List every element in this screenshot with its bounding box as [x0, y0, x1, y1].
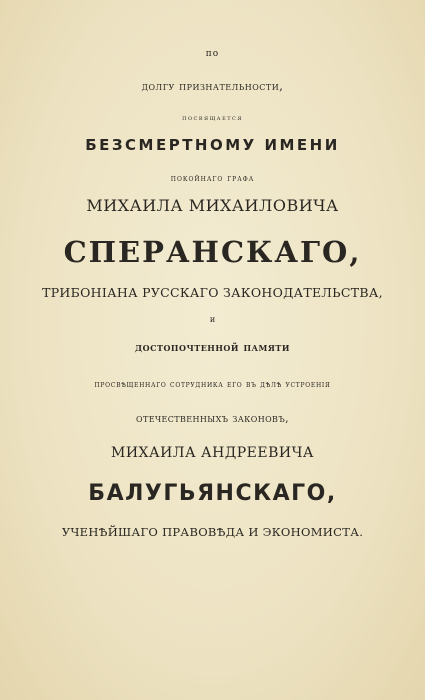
dedication-line-po: по	[205, 49, 220, 59]
dedication-line-speransky-surname: СПЕРАНСКАГО,	[63, 235, 362, 269]
dedication-line-balugyansky-forename: МИХАИЛА АНДРЕЕВИЧА	[110, 445, 315, 461]
dedication-line-balugyansky-surname: БАЛУГЬЯНСКАГО,	[88, 481, 337, 506]
dedication-line-speransky-forename: МИХАИЛА МИХАИЛОВИЧА	[86, 196, 339, 215]
dedication-line-dedicated: посвящается	[182, 114, 243, 122]
dedication-line-memory: достопочтенной памяти	[135, 340, 290, 354]
dedication-line-laws: отечественныхъ законовъ,	[136, 412, 289, 425]
dedication-line-collaborator: просвѣщеннаго сотрудника его въ дѣлѣ устроенія	[94, 380, 331, 390]
dedication-line-late-count: покойнаго графа	[170, 174, 255, 184]
dedication-line-tribonian: ТРИБОНІАНА РУССКАГО ЗАКОНОДАТЕЛЬСТВА,	[42, 285, 383, 300]
dedication-line-gratitude: долгу признательности,	[141, 79, 284, 93]
dedication-line-jurist: УЧЕНѢЙШАГО ПРАВОВѢДА И ЭКОНОМИСТА.	[61, 525, 364, 539]
dedication-line-and: и	[209, 315, 216, 324]
dedication-line-immortal-name: БЕЗСМЕРТНОМУ ИМЕНИ	[85, 136, 340, 154]
